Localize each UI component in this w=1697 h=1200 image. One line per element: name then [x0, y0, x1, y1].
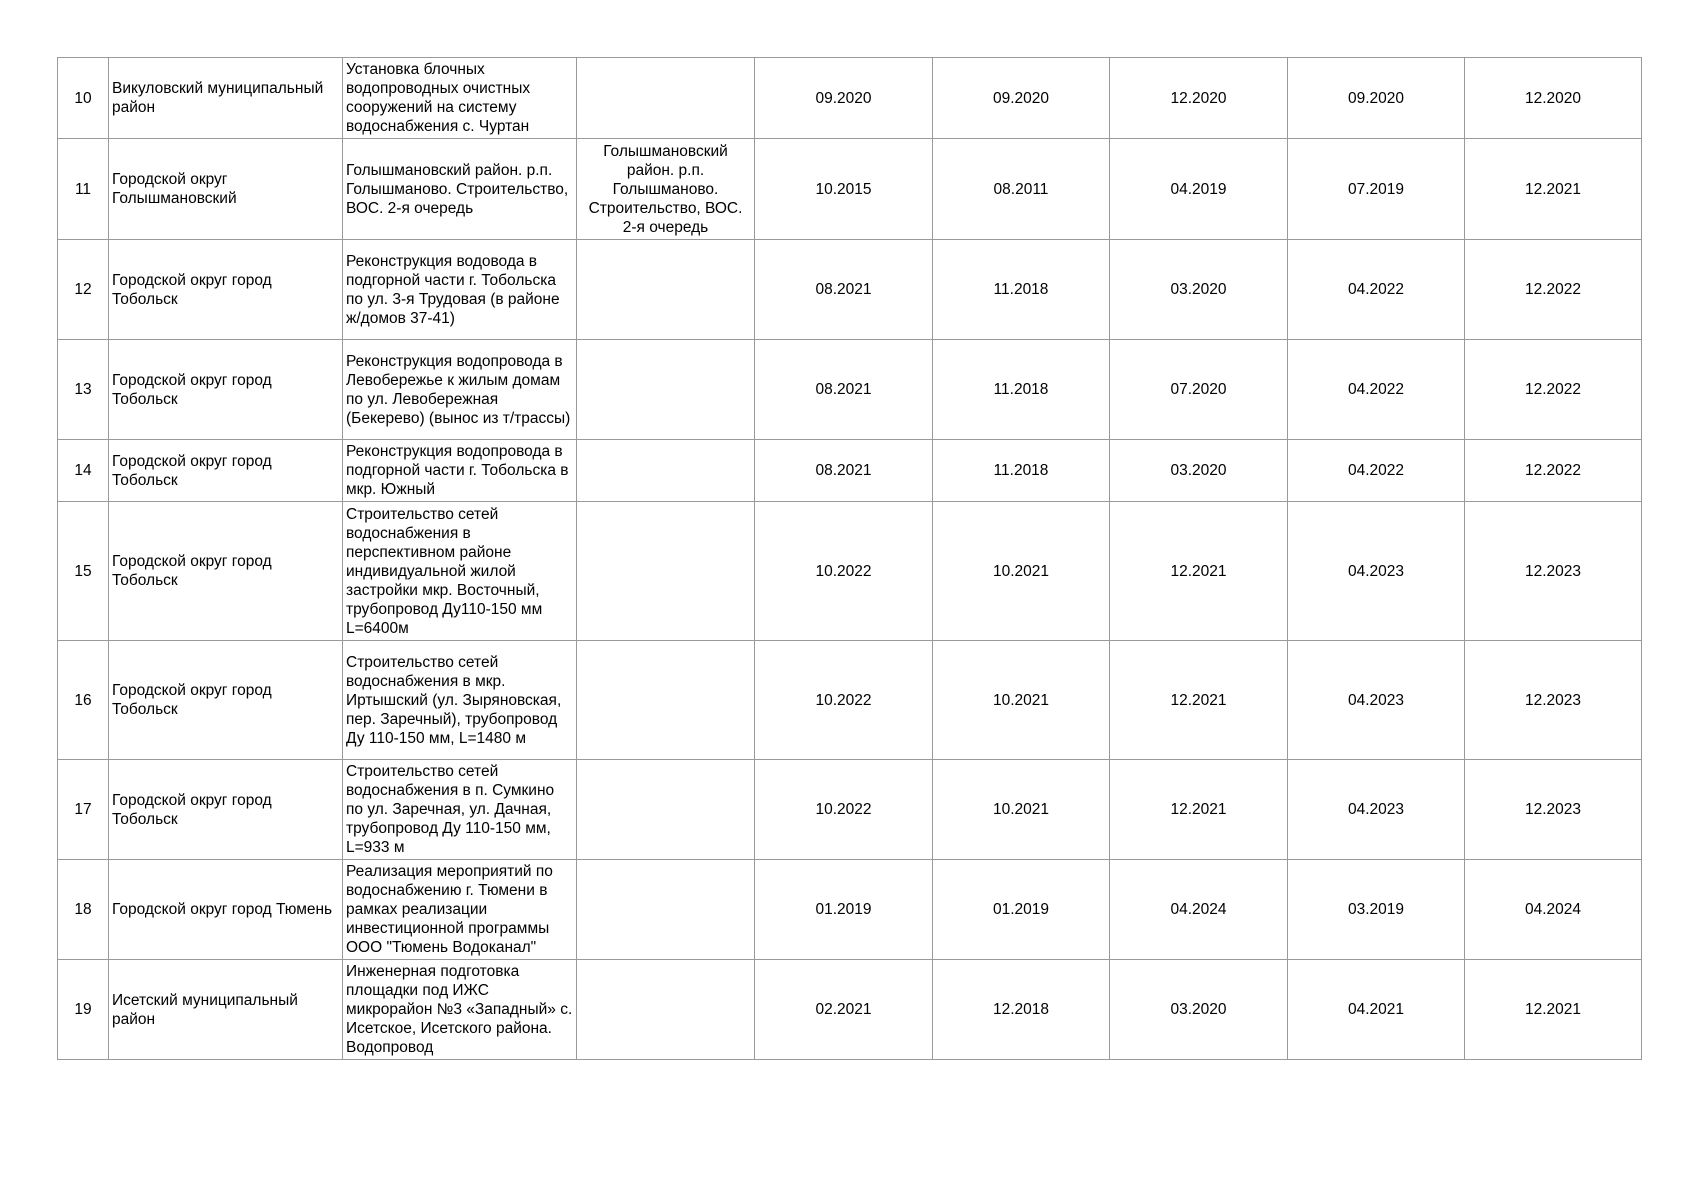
table-row — [58, 340, 1642, 440]
table-row — [58, 641, 1642, 760]
date-cell-1: 09.2020 — [755, 58, 933, 139]
date-cell-2: 08.2011 — [933, 139, 1110, 240]
table-row — [58, 139, 1642, 240]
note-cell — [577, 960, 755, 1060]
date-cell-2: 10.2021 — [933, 760, 1110, 860]
date-cell-2: 10.2021 — [933, 641, 1110, 760]
row-number: 18 — [58, 860, 109, 960]
table-row — [58, 240, 1642, 340]
municipality-cell: Городской округ город Тобольск — [109, 641, 343, 760]
project-cell: Голышмановский район. р.п. Голышманово. Строительство, ВОС. 2-я очередь — [343, 139, 577, 240]
row-number: 14 — [58, 440, 109, 502]
municipality-cell: Городской округ город Тобольск — [109, 760, 343, 860]
row-number: 11 — [58, 139, 109, 240]
row-number: 15 — [58, 502, 109, 641]
project-cell: Реконструкция водопровода в подгорной части г. Тобольска в мкр. Южный — [343, 440, 577, 502]
row-number: 10 — [58, 58, 109, 139]
note-cell — [577, 240, 755, 340]
date-cell-2: 12.2018 — [933, 960, 1110, 1060]
table-row — [58, 502, 1642, 641]
date-cell-1: 10.2015 — [755, 139, 933, 240]
date-cell-5: 04.2024 — [1465, 860, 1642, 960]
municipality-cell: Викуловский муниципальный район — [109, 58, 343, 139]
municipality-cell: Городской округ город Тобольск — [109, 240, 343, 340]
project-cell: Реализация мероприятий по водоснабжению г. Тюмени в рамках реализации инвестиционной программы ООО "Тюмень Водоканал" — [343, 860, 577, 960]
table-row — [58, 440, 1642, 502]
date-cell-3: 03.2020 — [1110, 240, 1288, 340]
project-cell: Реконструкция водопровода в Левобережье к жилым домам по ул. Левобережная (Бекерево) (вынос из т/трассы) — [343, 340, 577, 440]
date-cell-1: 10.2022 — [755, 641, 933, 760]
schedule-table — [57, 57, 1642, 1060]
date-cell-1: 08.2021 — [755, 340, 933, 440]
date-cell-2: 11.2018 — [933, 340, 1110, 440]
date-cell-3: 03.2020 — [1110, 960, 1288, 1060]
row-number: 17 — [58, 760, 109, 860]
date-cell-5: 12.2022 — [1465, 340, 1642, 440]
project-cell: Инженерная подготовка площадки под ИЖС микрорайон №3 «Западный» с. Исетское, Исетского района. Водопровод — [343, 960, 577, 1060]
date-cell-3: 12.2021 — [1110, 502, 1288, 641]
date-cell-2: 11.2018 — [933, 440, 1110, 502]
date-cell-5: 12.2021 — [1465, 139, 1642, 240]
municipality-cell: Городской округ город Тюмень — [109, 860, 343, 960]
note-cell — [577, 641, 755, 760]
note-cell — [577, 58, 755, 139]
date-cell-4: 04.2022 — [1288, 440, 1465, 502]
row-number: 16 — [58, 641, 109, 760]
date-cell-5: 12.2023 — [1465, 760, 1642, 860]
date-cell-1: 08.2021 — [755, 440, 933, 502]
date-cell-1: 01.2019 — [755, 860, 933, 960]
date-cell-4: 04.2022 — [1288, 340, 1465, 440]
date-cell-3: 12.2021 — [1110, 641, 1288, 760]
municipality-cell: Исетский муниципальный район — [109, 960, 343, 1060]
date-cell-2: 10.2021 — [933, 502, 1110, 641]
row-number: 12 — [58, 240, 109, 340]
note-cell — [577, 860, 755, 960]
project-cell: Реконструкция водовода в подгорной части г. Тобольска по ул. 3-я Трудовая (в районе ж/домов 37-41) — [343, 240, 577, 340]
note-cell — [577, 340, 755, 440]
table-row — [58, 760, 1642, 860]
date-cell-3: 04.2019 — [1110, 139, 1288, 240]
note-cell — [577, 760, 755, 860]
table-row — [58, 58, 1642, 139]
municipality-cell: Городской округ город Тобольск — [109, 340, 343, 440]
date-cell-4: 04.2023 — [1288, 502, 1465, 641]
date-cell-5: 12.2022 — [1465, 440, 1642, 502]
table-row — [58, 960, 1642, 1060]
date-cell-1: 10.2022 — [755, 502, 933, 641]
document-page — [57, 57, 1642, 1060]
date-cell-3: 04.2024 — [1110, 860, 1288, 960]
row-number: 19 — [58, 960, 109, 1060]
date-cell-4: 03.2019 — [1288, 860, 1465, 960]
date-cell-5: 12.2023 — [1465, 502, 1642, 641]
date-cell-2: 11.2018 — [933, 240, 1110, 340]
note-cell — [577, 502, 755, 641]
project-cell: Строительство сетей водоснабжения в п. Сумкино по ул. Заречная, ул. Дачная, трубопровод Ду 110-150 мм, L=933 м — [343, 760, 577, 860]
project-cell: Строительство сетей водоснабжения в мкр. Иртышский (ул. Зыряновская, пер. Заречный), трубопровод Ду 110-150 мм, L=1480 м — [343, 641, 577, 760]
date-cell-5: 12.2021 — [1465, 960, 1642, 1060]
date-cell-4: 04.2023 — [1288, 641, 1465, 760]
date-cell-4: 07.2019 — [1288, 139, 1465, 240]
date-cell-3: 03.2020 — [1110, 440, 1288, 502]
date-cell-4: 04.2023 — [1288, 760, 1465, 860]
municipality-cell: Городской округ Голышмановский — [109, 139, 343, 240]
project-cell: Строительство сетей водоснабжения в перспективном районе индивидуальной жилой застройки мкр. Восточный, трубопровод Ду110-150 мм L=6400м — [343, 502, 577, 641]
date-cell-3: 12.2021 — [1110, 760, 1288, 860]
note-cell: Голышмановский район. р.п. Голышманово. Строительство, ВОС. 2-я очередь — [577, 139, 755, 240]
date-cell-2: 01.2019 — [933, 860, 1110, 960]
project-cell: Установка блочных водопроводных очистных сооружений на систему водоснабжения с. Чуртан — [343, 58, 577, 139]
date-cell-1: 10.2022 — [755, 760, 933, 860]
date-cell-4: 09.2020 — [1288, 58, 1465, 139]
date-cell-1: 02.2021 — [755, 960, 933, 1060]
date-cell-5: 12.2023 — [1465, 641, 1642, 760]
note-cell — [577, 440, 755, 502]
table-row — [58, 860, 1642, 960]
row-number: 13 — [58, 340, 109, 440]
date-cell-3: 12.2020 — [1110, 58, 1288, 139]
date-cell-3: 07.2020 — [1110, 340, 1288, 440]
date-cell-4: 04.2022 — [1288, 240, 1465, 340]
municipality-cell: Городской округ город Тобольск — [109, 502, 343, 641]
date-cell-1: 08.2021 — [755, 240, 933, 340]
municipality-cell: Городской округ город Тобольск — [109, 440, 343, 502]
date-cell-2: 09.2020 — [933, 58, 1110, 139]
date-cell-5: 12.2022 — [1465, 240, 1642, 340]
date-cell-5: 12.2020 — [1465, 58, 1642, 139]
date-cell-4: 04.2021 — [1288, 960, 1465, 1060]
